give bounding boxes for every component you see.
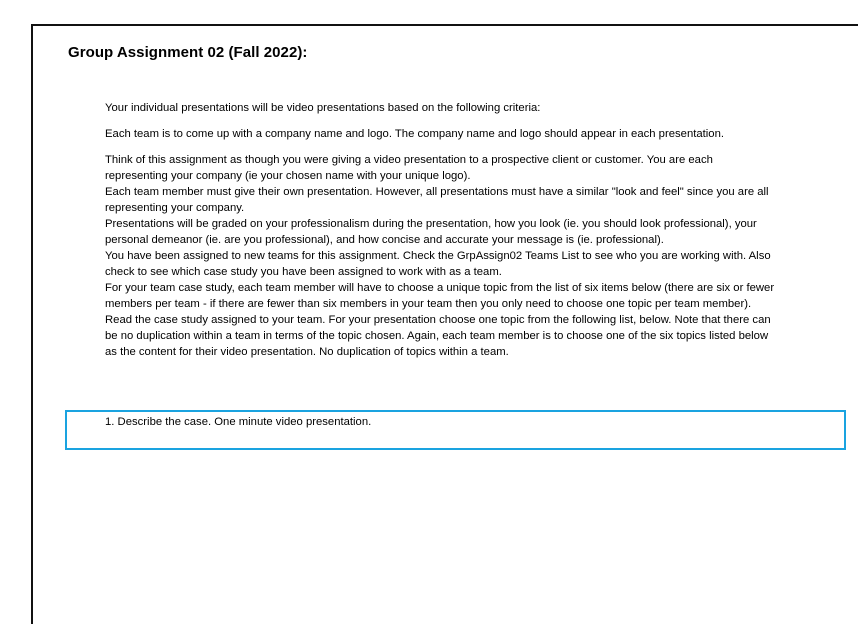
document-body xyxy=(105,100,775,360)
paragraph-teams: You have been assigned to new teams for this assignment. Check the GrpAssign02 Teams List to see who you are working with. Also check to see which case study you have been assigned to work with as a team. xyxy=(105,250,771,278)
document-title: Group Assignment 02 (Fall 2022): xyxy=(68,44,308,61)
list-item: 1. Describe the case. One minute video presentation. xyxy=(105,416,372,428)
paragraph-own-presentation: Each team member must give their own presentation. However, all presentations must have a similar "look and feel" since you are all representing your company. xyxy=(105,186,769,214)
paragraph-assignment-context: Think of this assignment as though you were giving a video presentation to a prospective client or customer. You are each representing your company (ie your chosen name with your unique logo). xyxy=(105,154,713,182)
paragraph-company-name: Each team is to come up with a company name and logo. The company name and logo should appear in each presentation. xyxy=(105,128,724,140)
paragraph-grading: Presentations will be graded on your professionalism during the presentation, how you look (ie. you should look professional), your personal demeanor (ie. are you professional), and how concise and accurate your message is (ie. professional). xyxy=(105,218,757,246)
paragraph-topics: For your team case study, each team member will have to choose a unique topic from the list of six items below (there are six or fewer members per team - if there are fewer than six members in your team then you only need to choose one topic per team member). Read the case study assigned to your team. For your presentation choose one topic from the following list, below. Note that there can be no duplication within a team in terms of the topic chosen. Again, each team member is to choose one of the six topics listed below as the content for their video presentation. No duplication of topics within a team. xyxy=(105,282,775,358)
paragraph-intro: Your individual presentations will be video presentations based on the following criteria: xyxy=(105,102,541,114)
